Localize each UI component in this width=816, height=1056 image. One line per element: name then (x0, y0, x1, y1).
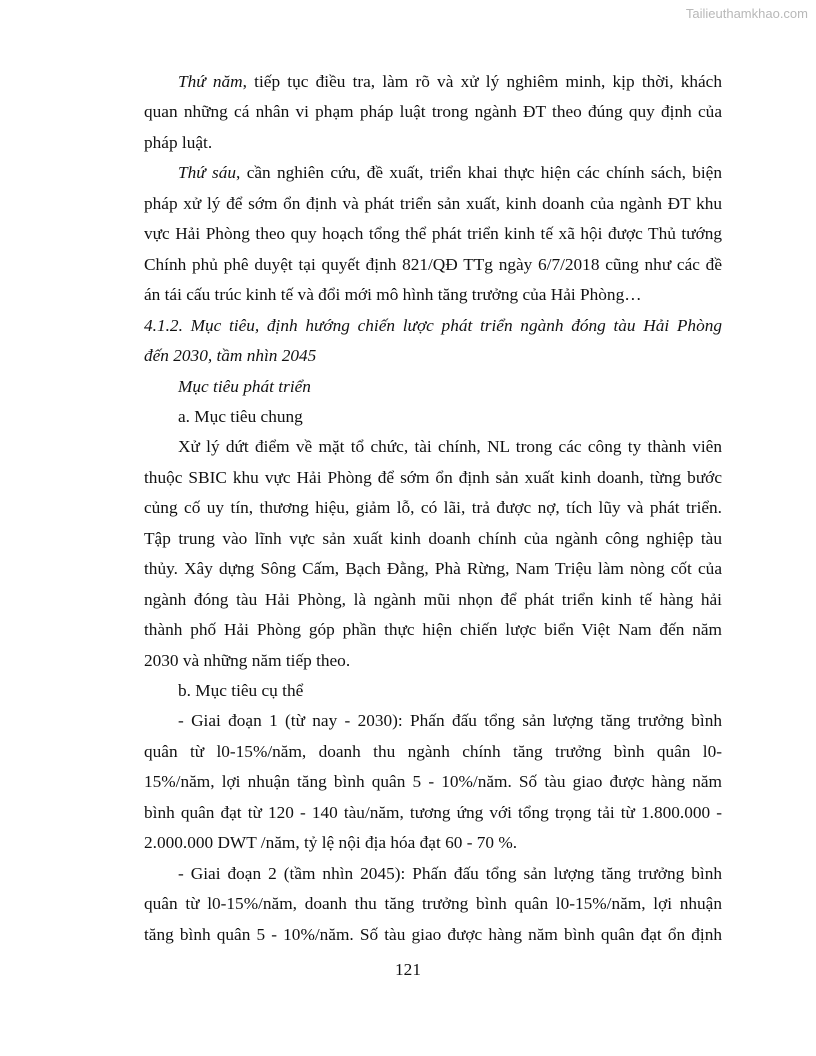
line-text: - Giai đoạn 2 (tầm nhìn 2045): Phấn đấu tổng sản lượng tăng trưởng bình (178, 863, 722, 883)
line-text: đến 2030, tầm nhìn 2045 (144, 346, 317, 366)
text-line (178, 71, 722, 93)
text-line (144, 345, 722, 367)
text-line (144, 315, 722, 337)
line-text: pháp luật. (144, 132, 213, 152)
text-line (178, 680, 722, 702)
text-line (144, 558, 722, 580)
text-line (178, 863, 722, 885)
text-line (144, 467, 722, 489)
line-text: củng cố uy tín, thương hiệu, giảm lỗ, có lãi, trả được nợ, tích lũy và phát triển. (144, 498, 722, 518)
line-text: ngành đóng tàu Hải Phòng, là ngành mũi nhọn để phát triển kinh tế hàng hải (144, 589, 722, 609)
text-line (178, 436, 722, 458)
text-line (144, 284, 722, 306)
line-text: thuộc SBIC khu vực Hải Phòng để sớm ổn định sản xuất kinh doanh, từng bước (144, 467, 722, 487)
text-line (144, 802, 722, 824)
page-number: 121 (395, 960, 421, 979)
line-text: quân từ l0-15%/năm, doanh thu ngành chính tăng trưởng bình quân l0- (144, 741, 722, 761)
italic-lead: Thứ sáu (178, 163, 237, 183)
text-line (144, 832, 722, 854)
text-line (144, 132, 722, 154)
text-line (178, 406, 722, 428)
line-text: a. Mục tiêu chung (178, 406, 303, 426)
line-text: án tái cấu trúc kinh tế và đổi mới mô hình tăng trưởng của Hải Phòng… (144, 285, 642, 305)
text-line (144, 589, 722, 611)
watermark: Tailieuthamkhao.com (685, 6, 808, 21)
text-line (144, 528, 722, 550)
line-text: - Giai đoạn 1 (từ nay - 2030): Phấn đấu tổng sản lượng tăng trưởng bình (178, 711, 722, 731)
text-line (144, 497, 722, 519)
line-text: Xử lý dứt điểm về mặt tổ chức, tài chính, NL trong các công ty thành viên (178, 437, 722, 457)
text-line (144, 924, 722, 946)
text-line (144, 223, 722, 245)
line-text: , cần nghiên cứu, đề xuất, triển khai thực hiện các chính sách, biện (236, 163, 722, 183)
italic-lead: Thứ năm (178, 72, 243, 91)
line-text: 2030 và những năm tiếp theo. (144, 650, 351, 670)
line-text: pháp xử lý để sớm ổn định và phát triển sản xuất, kinh doanh của ngành ĐT khu (144, 193, 722, 213)
line-text: tăng bình quân 5 - 10%/năm. Số tàu giao được hàng năm bình quân đạt ổn định (144, 924, 722, 944)
line-text: thành phố Hải Phòng góp phần thực hiện chiến lược biển Việt Nam đến năm (144, 620, 722, 640)
text-line (144, 650, 722, 672)
text-line (144, 193, 722, 215)
text-line (144, 771, 722, 793)
line-text: , tiếp tục điều tra, làm rõ và xử lý nghiêm minh, kịp thời, khách (242, 72, 722, 91)
line-text: quan những cá nhân vi phạm pháp luật trong ngành ĐT theo đúng quy định của (144, 102, 722, 122)
line-text: bình quân đạt từ 120 - 140 tàu/năm, tương ứng với tổng trọng tải từ 1.800.000 - (144, 802, 722, 822)
text-line (178, 162, 722, 184)
text-line (144, 619, 722, 641)
line-text: Chính phủ phê duyệt tại quyết định 821/QĐ TTg ngày 6/7/2018 cũng như các đề (144, 254, 722, 274)
line-text: Tập trung vào lĩnh vực sản xuất kinh doanh chính của ngành công nghiệp tàu (144, 528, 722, 548)
line-text: 4.1.2. Mục tiêu, định hướng chiến lược phát triển ngành đóng tàu Hải Phòng (144, 315, 722, 335)
line-text: 2.000.000 DWT /năm, tỷ lệ nội địa hóa đạt 60 - 70 %. (144, 833, 518, 853)
line-text: 15%/năm, lợi nhuận tăng bình quân 5 - 10%/năm. Số tàu giao được hàng năm (144, 772, 722, 792)
text-line (144, 741, 722, 763)
text-line (144, 101, 722, 123)
text-line (144, 254, 722, 276)
text-line (144, 893, 722, 915)
text-line (178, 376, 722, 398)
line-text: quân từ l0-15%/năm, doanh thu tăng trưởng bình quân l0-15%/năm, lợi nhuận (144, 894, 722, 914)
line-text: Mục tiêu phát triển (178, 376, 311, 396)
line-text: thủy. Xây dựng Sông Cấm, Bạch Đằng, Phà Rừng, Nam Triệu làm nòng cốt của (144, 559, 722, 579)
line-text: vực Hải Phòng theo quy hoạch tổng thể phát triển kinh tế xã hội được Thủ tướng (144, 224, 722, 244)
text-line (178, 710, 722, 732)
line-text: b. Mục tiêu cụ thể (178, 681, 304, 700)
